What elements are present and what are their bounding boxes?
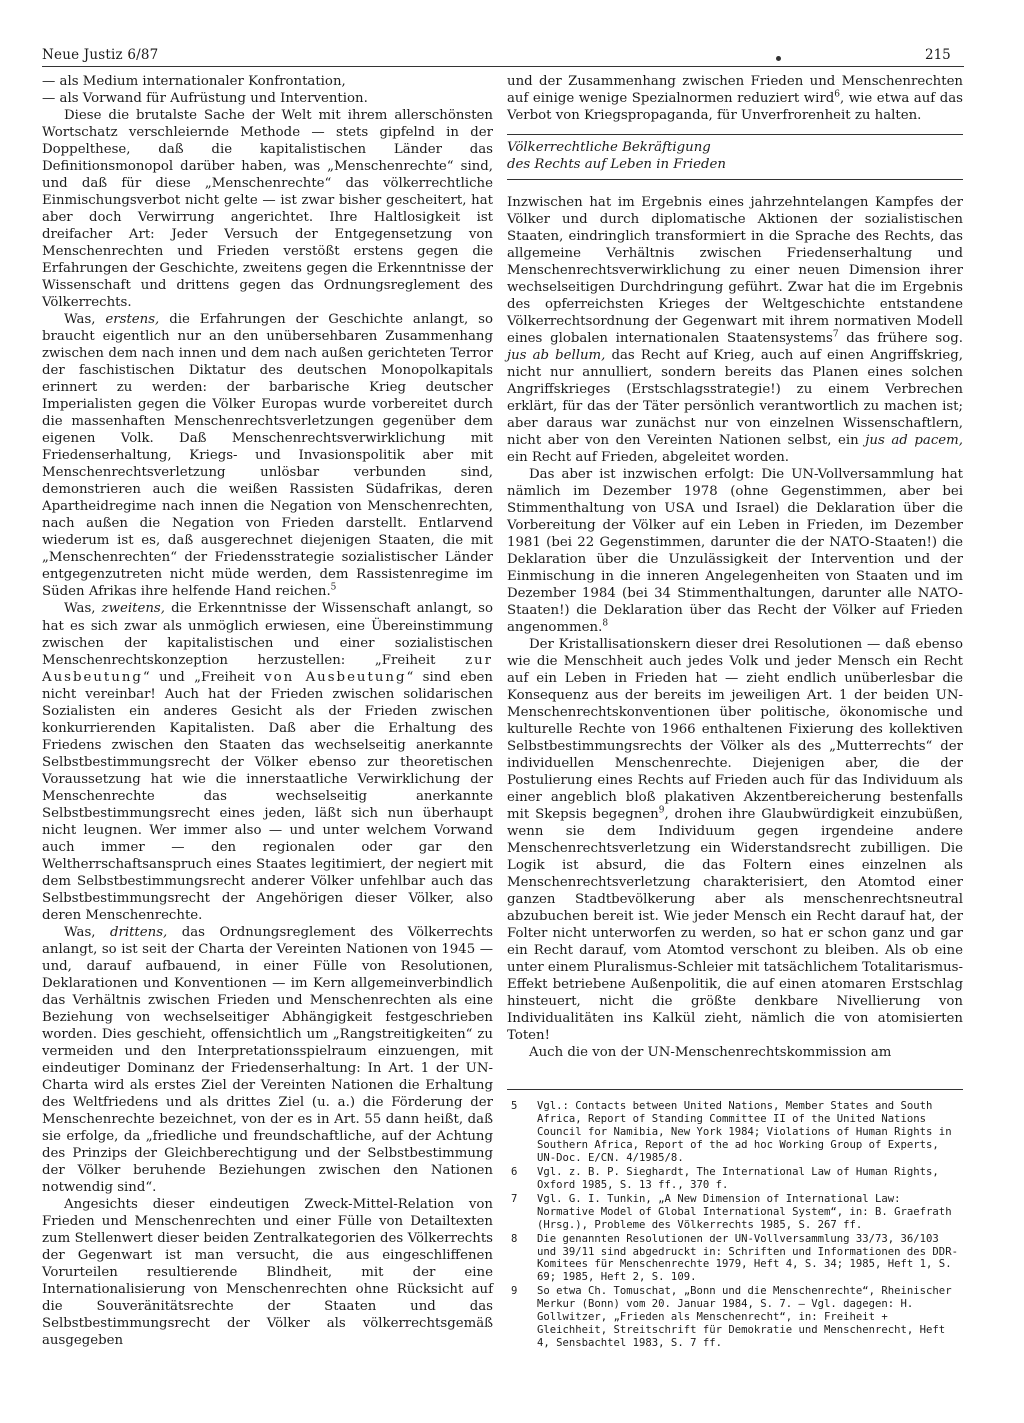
section-heading-line-1: Völkerrechtliche Bekräftigung	[507, 140, 711, 156]
footnote: 6 Vgl. z. B. P. Sieghardt, The International Law of Human Rights, Oxford 1985, S. 13 ff., 370 f.	[511, 1166, 939, 1191]
header-rule	[42, 66, 964, 67]
footnote: 8 Die genannten Resolutionen der UN-Vollversammlung 33/73, 36/103 und 39/11 sind abgedruckt in: Schriften und Informationen des DDR-Komitees für Menschenrechte 1979, Heft 4, S. 34; 1985, Heft 1, S. 69; 1985, Heft 2, S. 109.	[511, 1232, 958, 1284]
page-number: 215	[925, 47, 951, 63]
footnote-ref-7: 7	[832, 329, 839, 340]
paragraph-5: Angesichts dieser eindeutigen Zweck-Mittel-Relation von Frieden und Menschenrechten und einer Fülle von Detailtexten zum Stellenwert dieser beiden Zentralkategorien des Völkerrechts der Gegenwart ist man versucht, die aus eingeschliffenen Vorurteilen resultierende Blindheit, mit der eine Internationalisierung von Menschenrechten ohne Rücksicht auf die Souveränitätsrechte der Staaten und das Selbstbestimmungsrecht der Völker als völkerrechtsgemäß ausgegeben	[42, 1197, 493, 1349]
footnotes	[507, 1100, 963, 1350]
paragraph-r3: Der Kristallisationskern dieser drei Resolutionen — daß ebenso wie die Menschheit auch jedes Volk und jeder Mensch ein Recht auf ein Leben in Frieden hat — zieht endlich unüberlesbar die Konsequenz aus der bereits im jeweiligen Art. 1 der beiden UN-Menschenrechtskonventionen über politische, ökonomische und kulturelle Rechte von 1966 enthaltenen Fixierung des kollektiven Selbstbestimmungsrechts der Völker als des „Mutterrechts“ der individuellen Menschenrechte. Diejenigen aber, die der Postulierung eines Rechts auf Frieden auch für das Individuum als einer angeblich bloß plakativen Akzentbereicherung bestenfalls mit Skepsis begegnen$^9$, drohen ihre Glaubwürdigkeit einzubüßen, wenn sie dem Individuum gegen irgendeine andere Menschenrechtsverletzung ein Widerstandsrecht zubilligen. Die Logik ist absurd, die das Foltern eines einzelnen als Menschenrechtsverletzung charakterisiert, den Atomtod einer ganzen Stadtbevölkerung aber als menschenrechtsneutral abzubuchen bereit ist. Wie jeder Mensch ein Recht darauf hat, der Folter nicht unterworfen zu werden, so hat er schon ganz und gar ein Recht darauf, vom Atomtod verschont zu bleiben. Als ob eine unter einem Pluralismus-Schleier mit tatsächlichem Totalitarismus-Effekt betriebene Außenpolitik, die auf einen atomaren Erstschlag hinsteuert, nicht die größte denkbare Nivellierung von Individualitäten ins Kalkül zieht, nämlich die von atomisierten Toten!	[507, 637, 963, 1044]
running-header-journal: Neue Justiz 6/87	[42, 47, 159, 63]
footnote: 9 So etwa Ch. Tomuschat, „Bonn und die Menschenrechte“, Rheinischer Merkur (Bonn) vom 20. Januar 1984, S. 7. — Vgl. dagegen: H. Gollwitzer, „Frieden als Menschenrecht“, in: Freiheit + Gleichheit, Streitschrift für Demokratie und Menschenrecht, Heft 4, Sensbachtel 1983, S. 7 ff.	[511, 1285, 952, 1349]
dash-item-1: — als Medium internationaler Konfrontation,	[42, 74, 346, 89]
paragraph-3: Was, zweitens, die Erkenntnisse der Wissenschaft anlangt, so hat es sich zwar als unmöglich erwiesen, eine Übereinstimmung zwischen der kapitalistischen und einer sozialistischen Menschenrechtskonzeption herzustellen: „Freiheit zur Ausbeutung“ und „Freiheit von Ausbeutung“ sind eben nicht vereinbar! Auch hat der Frieden zwischen solidarischen Sozialisten ein anderes Gesicht als der Frieden zwischen konkurrierenden Kapitalisten. Daß aber die Erhaltung des Friedens zwischen den Staaten das wechselseitig anerkannte Selbstbestimmungsrecht der Völker ebenso zur theoretischen Voraussetzung hat wie die innerstaatliche Verwirklichung der Menschenrechte das wechselseitig anerkannte Selbstbestimmungsrecht eines jeden, läßt sich nun überhaupt nicht leugnen. Wer immer also — und unter welchem Vorwand auch immer — den regionalen oder gar den Weltherrschaftsanspruch eines Staates legitimiert, der negiert mit dem Selbstbestimmungsrecht anderer Völker unfehlbar auch das Selbstbestimmungsrecht der Angehörigen dieser Völker, also deren Menschenrechte.	[42, 601, 493, 923]
paragraph-r1: Inzwischen hat im Ergebnis eines jahrzehntelangen Kampfes der Völker und durch diplomatische Aktionen der sozialistischen Staaten, eindringlich transformiert in die Sprache des Rechts, das allgemeine Verhältnis zwischen Friedenserhaltung und Menschenrechtsverwirklichung zu einer neuen Dimension ihrer wechselseitigen Durchdringung geführt. Zwar hat die im Ergebnis des opferreichsten Krieges der Weltgeschichte entstandene Völkerrechtsordnung der Gegenwart mit ihrem normativen Modell eines globalen internationalen Staatensystems$^7$ das frühere sog. jus ab bellum, das Recht auf Krieg, auch auf einen Angriffskrieg, nicht nur annulliert, sondern bereits das Planen eines solchen Angriffskrieges (Erstschlagsstrategie!) zu einem Verbrechen erklärt, für das der Täter persönlich verantwortlich zu machen ist; aber daraus war zunächst nur von einzelnen Wissenschaftlern, nicht aber von den Vereinten Nationen selbst, ein jus ad pacem, ein Recht auf Frieden, abgeleitet worden.	[507, 194, 963, 465]
paragraph-4: Was, drittens, das Ordnungsreglement des Völkerrechts anlangt, so ist seit der Charta der Vereinten Nationen von 1945 — und, darauf aufbauend, in einer Fülle von Resolutionen, Deklarationen und Konventionen — im Kern allgemeinverbindlich das Verhältnis zwischen Frieden und Menschenrechten als eine Beziehung von wechselseitiger Abhängigkeit festgeschrieben worden. Dies geschieht, offensichtlich um „Rangstreitigkeiten“ zu vermeiden und den Interpretationsspielraum einzuengen, mit eindeutiger Dominanz der Friedenserhaltung: In Art. 1 der UN-Charta wird als erstes Ziel der Vereinten Nationen die Erhaltung des Weltfriedens und als drittes Ziel (u. a.) die Förderung der Menschenrechte bezeichnet, von der es in Art. 55 dann heißt, daß sie erfolge, da „friedliche und freundschaftliche, auf der Achtung des Prinzips der Gleichberechtigung und der Selbstbestimmung der Völker beruhende Beziehungen zwischen den Nationen notwendig sind“.	[42, 924, 493, 1196]
paragraph-1: Diese die brutalste Sache der Welt mit ihrem allerschönsten Wortschatz verschleiernde Methode — stets gipfelnd in der Doppelthese, daß die kapitalistischen Länder das Definitionsmonopol darüber haben, was „Menschenrechte“ sind, und daß für diese „Menschenrechte“ das völkerrechtliche Einmischungsverbot nicht gelte — ist zwar bisher gescheitert, hat aber doch Verwirrung angerichtet. Ihre Haltlosigkeit ist dreifacher Art: Jeder Versuch der Entgegensetzung von Menschenrechten und Frieden verstößt erstens gegen die Erfahrungen der Geschichte, zweitens gegen die Erkenntnisse der Wissenschaft und drittens gegen das Ordnungsreglement des Völkerrechts.	[42, 108, 493, 311]
paragraph-r4: Auch die von der UN-Menschenrechtskommission am	[529, 1045, 892, 1061]
footnote-ref-6: 6	[834, 89, 841, 100]
footnote-ref-9: 9	[658, 805, 665, 816]
dash-item-2: — als Vorwand für Aufrüstung und Intervention.	[42, 91, 368, 107]
section-heading	[507, 134, 963, 180]
footnote-ref-8: 8	[602, 618, 609, 629]
section-heading-line-2: des Rechts auf Leben in Frieden	[507, 157, 726, 173]
left-column	[42, 73, 493, 1349]
header-dot	[776, 56, 781, 61]
paragraph-continued: und der Zusammenhang zwischen Frieden und Menschenrechten auf einige wenige Spezialnormen reduziert wird$^6$, wie etwa auf das Verbot von Kriegspropaganda, für Unverfrorenheit zu halten.	[507, 74, 963, 124]
footnote: 7 Vgl. G. I. Tunkin, „A New Dimension of International Law: Normative Model of Global International System“, in: B. Graefrath (Hrsg.), Probleme des Völkerrechts 1985, S. 267 ff.	[511, 1192, 952, 1231]
right-column	[507, 73, 963, 1351]
footnote: 5 Vgl.: Contacts between United Nations, Member States and South Africa, Report of Standing Committee II of the United Nations Council for Namibia, New York 1984; Violations of Human Rights in Southern Africa, Report of the ad hoc Working Group of Experts, UN-Doc. E/CN. 4/1985/8.	[511, 1100, 952, 1165]
footnote-rule	[507, 1089, 963, 1090]
footnote-ref-5: 5	[330, 583, 337, 594]
paragraph-r2: Das aber ist inzwischen erfolgt: Die UN-Vollversammlung hat nämlich im Dezember 1978 (ohne Gegenstimmen, aber bei Stimmenthaltung von USA und Israel) die Deklaration über die Vorbereitung der Völker auf ein Leben in Frieden, im Dezember 1981 (bei 22 Gegenstimmen, darunter die der NATO-Staaten!) die Deklaration über die Unzulässigkeit der Intervention und der Einmischung in die inneren Angelegenheiten von Staaten und im Dezember 1984 (bei 34 Stimmenthaltungen, darunter alle NATO-Staaten!) die Deklaration über das Recht der Völker auf Frieden angenommen.$^8$	[507, 466, 963, 635]
paragraph-2: Was, erstens, die Erfahrungen der Geschichte anlangt, so braucht eigentlich nur an den unübersehbaren Zusammenhang zwischen dem nach innen und dem nach außen gerichteten Terror der faschistischen Diktatur des deutschen Monopolkapitals erinnert zu werden: der barbarische Krieg deutscher Imperialisten gegen die Völker Europas wurde vorbereitet durch die massenhaften Menschenrechtsverletzungen gegenüber dem eigenen Volk. Daß Menschenrechtsverwirklichung mit Friedenserhaltung, Kriegs- und Invasionspolitik aber mit Menschenrechtsverletzung unlösbar verbunden sind, demonstrieren auch die weißen Rassisten Südafrikas, deren Apartheidregime nach innen die Negation von Menschenrechten, nach außen die Negation von Frieden darstellt. Entlarvend wiederum ist es, daß ausgerechnet diejenigen Staaten, die mit „Menschenrechten“ der Friedensstrategie sozialistischer Länder entgegenzutreten nicht müde werden, dem Rassistenregime im Süden Afrikas ihre helfende Hand reichen.$^5$	[42, 312, 493, 600]
